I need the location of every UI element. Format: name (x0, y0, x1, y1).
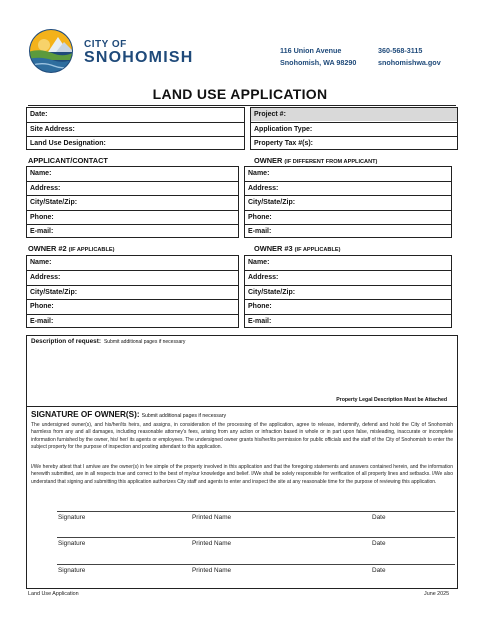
signature-line-1[interactable] (57, 511, 455, 512)
land-use-designation-field[interactable]: Land Use Designation: (27, 136, 244, 150)
attestation-paragraph: I/We hereby attest that I am/we are the owner(s) in fee simple of the property involved in this application and that the foregoing statements and answers contained herein, and the information herewith submitted, are in all respects true and correct to the best of my/our knowledge and belief. I/We shall be solely responsible for verification of all property lines and setbacks. I/We also understand that signing and submitting this application authorizes City staff and agents to enter and inspect the site at any reasonable time for the purpose of reviewing this application. (31, 464, 453, 485)
printed-name-label-1: Printed Name (192, 514, 232, 521)
owner2-city-field[interactable]: City/State/Zip: (27, 285, 238, 299)
printed-name-label-3: Printed Name (192, 567, 232, 574)
signature-line-2[interactable] (57, 537, 455, 538)
signature-line-3[interactable] (57, 564, 455, 565)
date-field[interactable]: Date: (30, 111, 48, 118)
signature-label-2: Signature (58, 540, 86, 547)
address-line1: 116 Union Avenue (280, 46, 342, 55)
signature-title-note: Submit additional pages if necessary (141, 413, 227, 419)
signature-section-title (31, 410, 226, 419)
site-address-field[interactable]: Site Address: (27, 122, 244, 136)
site-info-table (26, 107, 245, 150)
owner3-table (244, 255, 452, 328)
date-label-1: Date (372, 514, 386, 521)
applicant-email-field[interactable]: E-mail: (27, 224, 238, 238)
signature-title-text: SIGNATURE OF OWNER(S): (31, 410, 140, 419)
description-label (31, 338, 185, 345)
applicant-section-title: APPLICANT/CONTACT (28, 156, 108, 165)
date-label-2: Date (372, 540, 386, 547)
brand-name: SNOHOMISH (84, 49, 194, 66)
owner2-address-field[interactable]: Address: (27, 270, 238, 284)
date-label-3: Date (372, 567, 386, 574)
address-line2: Snohomish, WA 98290 (280, 58, 357, 67)
owner-address-field[interactable]: Address: (245, 181, 451, 195)
signature-section-divider (27, 406, 457, 407)
owner-section-title (254, 156, 377, 165)
applicant-phone-field[interactable]: Phone: (27, 210, 238, 224)
owner3-address-field[interactable]: Address: (245, 270, 451, 284)
phone-number: 360-568-3115 (378, 46, 423, 55)
applicant-name-field[interactable]: Name: (30, 170, 52, 177)
owner3-city-field[interactable]: City/State/Zip: (245, 285, 451, 299)
description-label-text: Description of request: (31, 338, 101, 345)
address-block (280, 45, 356, 69)
legal-description-note: Property Legal Description Must be Attached (336, 397, 447, 403)
title-divider (28, 105, 456, 106)
owner-city-field[interactable]: City/State/Zip: (245, 195, 451, 209)
owner-phone-field[interactable]: Phone: (245, 210, 451, 224)
owner2-name-field[interactable]: Name: (30, 259, 52, 266)
website: snohomishwa.gov (378, 58, 441, 67)
printed-name-label-2: Printed Name (192, 540, 232, 547)
owner-name-field[interactable]: Name: (248, 170, 270, 177)
project-info-table (250, 107, 458, 150)
applicant-address-field[interactable]: Address: (27, 181, 238, 195)
owner-title-text: OWNER (254, 156, 283, 165)
project-number-field[interactable]: Project #: (251, 108, 457, 121)
owner-email-field[interactable]: E-mail: (245, 224, 451, 238)
form-title: LAND USE APPLICATION (152, 86, 328, 102)
owner-table (244, 166, 452, 238)
owner3-title-note: (IF APPLICABLE) (294, 247, 341, 253)
owner2-title-text: OWNER #2 (28, 244, 67, 253)
owner-title-note: (IF DIFFERENT FROM APPLICANT) (284, 159, 378, 165)
contact-block (378, 45, 441, 69)
owner3-title-text: OWNER #3 (254, 244, 293, 253)
application-type-field[interactable]: Application Type: (251, 122, 457, 136)
owner3-section-title (254, 244, 340, 253)
description-input-area[interactable] (29, 347, 455, 393)
applicant-city-field[interactable]: City/State/Zip: (27, 195, 238, 209)
brand-city-of: CITY OF (84, 39, 127, 50)
owner2-section-title (28, 244, 114, 253)
owner2-table (26, 255, 239, 328)
footer-form-name: Land Use Application (28, 591, 79, 597)
owner3-name-field[interactable]: Name: (248, 259, 270, 266)
footer-date: June 2025 (424, 591, 450, 597)
owner2-title-note: (IF APPLICABLE) (68, 247, 115, 253)
description-signature-box (26, 335, 458, 589)
description-note: Submit additional pages if necessary (103, 339, 186, 345)
owner3-email-field[interactable]: E-mail: (245, 314, 451, 328)
property-tax-field[interactable]: Property Tax #(s): (251, 136, 457, 150)
signature-label-3: Signature (58, 567, 86, 574)
owner2-email-field[interactable]: E-mail: (27, 314, 238, 328)
signature-label-1: Signature (58, 514, 86, 521)
owner2-phone-field[interactable]: Phone: (27, 299, 238, 313)
applicant-table (26, 166, 239, 238)
city-logo-icon (28, 28, 74, 74)
owner3-phone-field[interactable]: Phone: (245, 299, 451, 313)
indemnity-paragraph: The undersigned owner(s), and his/her/its heirs, and assigns, in consideration of the processing of the application, agree to release, indemnify, defend and hold the City of Snohomish harmless from any and all damages, including reasonable attorney's fees, arising from any action or infraction based in whole or in part upon false, misleading, inaccurate or incomplete information furnished by the owner, his/ her/ its agents or employees. The undersigned owner grants his/her/its permission for public officials and the staff of the City of Snohomish to enter the subject property for the purpose of inspection and posting attendant to this application. (31, 422, 453, 451)
